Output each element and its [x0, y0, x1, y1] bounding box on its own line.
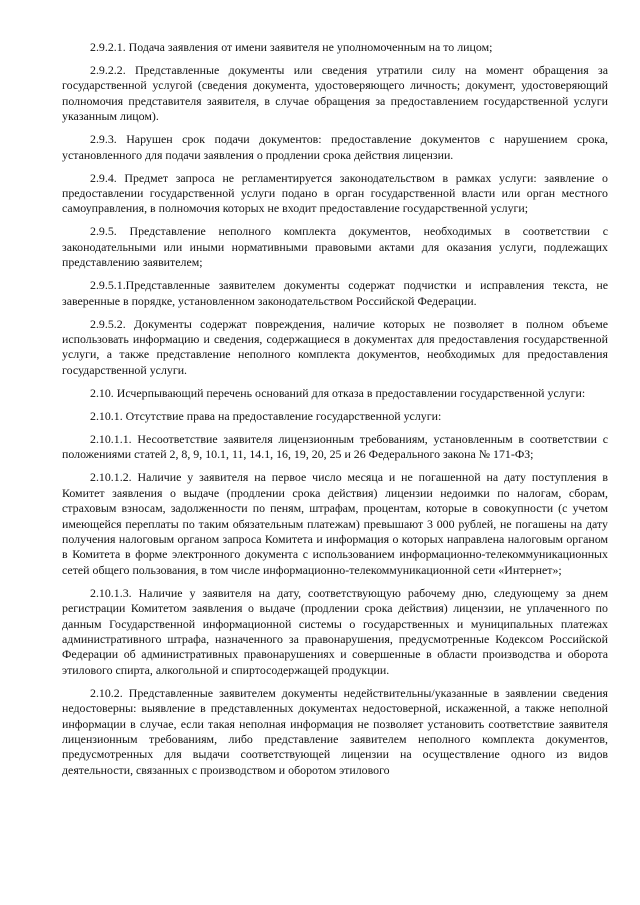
paragraph-2-9-5-2: 2.9.5.2. Документы содержат повреждения, наличие которых не позволяет в полном объеме использовать информацию и сведения, содержащиеся в документах для предоставления государственной услуги, а также представление неполного комплекта документов, необходимых для предоставления государственной услуги.	[62, 316, 608, 377]
paragraph-2-10: 2.10. Исчерпывающий перечень оснований для отказа в предоставлении государственной услуги:	[90, 385, 586, 400]
paragraph-2-10-1-1: 2.10.1.1. Несоответствие заявителя лицензионным требованиям, установленным в соответствии с положениями статей 2, 8, 9, 10.1, 11, 14.1, 16, 19, 20, 25 и 26 Федерального закона № 171-ФЗ;	[62, 431, 608, 462]
paragraph-2-10-2: 2.10.2. Представленные заявителем документы недействительны/указанные в заявлении сведения недостоверны: выявление в представленных документах недостоверной, искаженной, а также неполной информации в случае, если такая неполная информация не позволяет установить соответствие заявителя лицензионным требованиям, либо представление заявителем неполного комплекта документов, предусмотренных для выдачи соответствующей лицензии на осуществление одного из видов деятельности, связанных с производством и оборотом этилового	[62, 685, 608, 777]
paragraph-2-9-3: 2.9.3. Нарушен срок подачи документов: предоставление документов с нарушением срока, установленного для подачи заявления о продлении срока действия лицензии.	[62, 132, 608, 162]
document-page	[62, 40, 608, 786]
paragraph-2-9-4: 2.9.4. Предмет запроса не регламентируется законодательством в рамках услуги: заявление о предоставлении государственной услуги подано в орган государственной власти или орган местного самоуправления, в полномочия которых не входит предоставление государственной услуги;	[62, 170, 608, 216]
paragraph-2-10-1-2: 2.10.1.2. Наличие у заявителя на первое число месяца и не погашенной на дату поступления в Комитет заявления о выдаче (продлении срока действия) лицензии недоимки по налогам, сборам, страховым взносам, задолженности по пеням, штрафам, процентам, которые в совокупности (с учетом имеющейся переплаты по таким обязательным платежам) превышают 3 000 рублей, не погашены на дату получения налоговым органом запроса Комитета и информация о которых направлена налоговым органом в Комитета в форме электронного документа с использованием информационно-телекоммуникационных сетей общего пользования, в том числе информационно-телекоммуникационной сети «Интернет»;	[62, 470, 608, 577]
paragraph-2-9-5: 2.9.5. Представление неполного комплекта документов, необходимых в соответствии с законодательными или иными нормативными правовыми актами для оказания услуги, подлежащих представлению заявителем;	[62, 224, 608, 270]
paragraph-2-10-1-3: 2.10.1.3. Наличие у заявителя на дату, соответствующую рабочему дню, следующему за днем регистрации Комитетом заявления о выдаче (продлении срока действия) лицензии, не уплаченного по данным Государственной информационной системы о государственных и муниципальных платежах административного штрафа, назначенного за правонарушения, предусмотренные Кодексом Российской Федерации об административных правонарушениях и совершенные в области производства и оборота этилового спирта, алкогольной и спиртосодержащей продукции.	[62, 585, 608, 677]
paragraph-2-10-1: 2.10.1. Отсутствие права на предоставление государственной услуги:	[90, 408, 442, 423]
paragraph-2-9-2-1: 2.9.2.1. Подача заявления от имени заявителя не уполномоченным на то лицом;	[90, 40, 493, 54]
paragraph-2-9-5-1: 2.9.5.1.Представленные заявителем документы содержат подчистки и исправления текста, не заверенные в порядке, установленном законодательством Российской Федерации.	[62, 278, 608, 308]
paragraph-2-9-2-2: 2.9.2.2. Представленные документы или сведения утратили силу на момент обращения за государственной услугой (сведения документа, удостоверяющего личность; документ, удостоверяющий полномочия представителя заявителя, в случае обращения за предоставлением государственной услуги указанным лицом).	[62, 63, 608, 124]
